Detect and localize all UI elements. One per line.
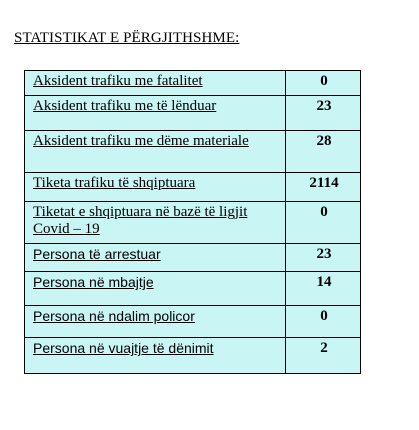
table-row xyxy=(25,272,361,306)
row-label: Tiketa trafiku të shqiptuara xyxy=(25,172,286,201)
table-row xyxy=(25,172,361,201)
row-label: Persona në mbajtje xyxy=(25,272,286,306)
table-row xyxy=(25,71,361,96)
row-label: Aksident trafiku me fatalitet xyxy=(25,71,286,96)
row-label: Persona në ndalim policor xyxy=(25,305,286,338)
document-title: STATISTIKAT E PËRGJITHSHME: xyxy=(14,30,240,46)
row-label: Aksident trafiku me dëme materiale xyxy=(25,130,286,172)
row-label: Persona të arrestuar xyxy=(25,243,286,271)
table-row xyxy=(25,96,361,131)
table-row xyxy=(25,202,361,244)
row-value: 0 xyxy=(286,71,361,96)
table-row xyxy=(25,243,361,271)
row-value: 0 xyxy=(286,202,361,244)
row-label: Persona në vuajtje të dënimit xyxy=(25,338,286,374)
row-label: Tiketat e shqiptuara në bazë të ligjit Covid – 19 xyxy=(25,202,286,244)
row-value: 23 xyxy=(286,243,361,271)
row-value: 2 xyxy=(286,338,361,374)
table-row xyxy=(25,130,361,172)
table-row xyxy=(25,338,361,374)
row-value: 2114 xyxy=(286,172,361,201)
row-value: 28 xyxy=(286,130,361,172)
row-value: 14 xyxy=(286,272,361,306)
row-label: Aksident trafiku me të lënduar xyxy=(25,96,286,131)
statistics-table xyxy=(24,70,361,374)
row-value: 0 xyxy=(286,305,361,338)
table-row xyxy=(25,305,361,338)
row-value: 23 xyxy=(286,96,361,131)
